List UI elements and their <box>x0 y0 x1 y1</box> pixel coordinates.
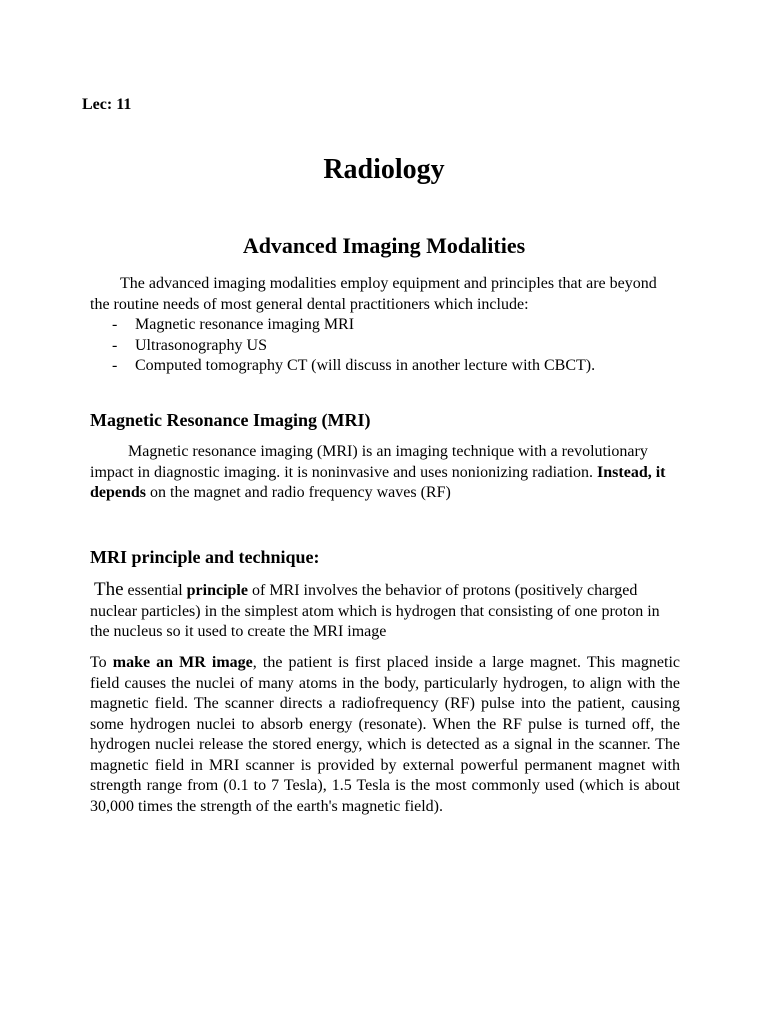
section-title: Advanced Imaging Modalities <box>242 233 526 258</box>
list-item-text: Magnetic resonance imaging MRI <box>135 316 355 333</box>
list-item-text: Computed tomography CT (will discuss in another lecture with CBCT). <box>135 357 596 374</box>
modality-list <box>112 315 595 377</box>
list-item <box>112 336 595 357</box>
mri-heading: Magnetic Resonance Imaging (MRI) <box>90 410 371 430</box>
mri-paragraph <box>90 442 680 504</box>
principle-lead-word: The <box>94 579 124 600</box>
bullet-marker: - <box>112 316 118 333</box>
bullet-marker: - <box>112 357 118 374</box>
principle-text-a: essential <box>123 582 187 599</box>
bullet-marker: - <box>112 336 118 354</box>
principle-text-b: of MRI involves the behavior of protons (positively charged nuclear particles) in the simplest atom which is hydrogen that consisting of one proton in the nucleus so it used to create the MRI image <box>90 582 660 640</box>
make-text-b: , the patient is first placed inside a large magnet. This magnetic field causes the nuclei of many atoms in the body, particularly hydrogen, to align with the magnetic field. The scanner directs a radiofrequency (RF) pulse into the patient, causing some hydrogen nuclei to absorb energy (resonate). When the RF pulse is turned off, the hydrogen nuclei release the stored energy, which is detected as a signal in the scanner. The magnetic field in MRI scanner is provided by external powerful permanent magnet with strength range from (0.1 to 7 Tesla), 1.5 Tesla is the most commonly used (which is about 30,000 times the strength of the earth's magnetic field). <box>90 654 680 815</box>
make-bold-text: make an MR image <box>112 654 253 671</box>
mri-text-a: Magnetic resonance imaging (MRI) is an imaging technique with a revolutionary impact in diagnostic imaging. it is noninvasive and uses nonionizing radiation. <box>90 443 648 481</box>
mri-bold-text: Instead, it depends <box>90 463 666 501</box>
list-item <box>112 356 595 377</box>
principle-bold-text: principle <box>186 582 248 599</box>
make-text-a: To <box>90 654 113 671</box>
list-item <box>112 315 595 336</box>
mri-text-b: on the magnet and radio frequency waves (RF) <box>146 484 451 501</box>
make-image-paragraph <box>90 653 680 817</box>
list-item-text: Ultrasonography US <box>135 336 267 354</box>
principle-paragraph <box>90 580 680 643</box>
intro-paragraph <box>90 274 680 315</box>
lecture-number: Lec: 11 <box>82 96 132 113</box>
principle-heading: MRI principle and technique: <box>90 547 320 567</box>
intro-text: The advanced imaging modalities employ equipment and principles that are beyond the routine needs of most general dental practitioners which include: <box>90 275 657 313</box>
page-title: Radiology <box>323 154 445 185</box>
